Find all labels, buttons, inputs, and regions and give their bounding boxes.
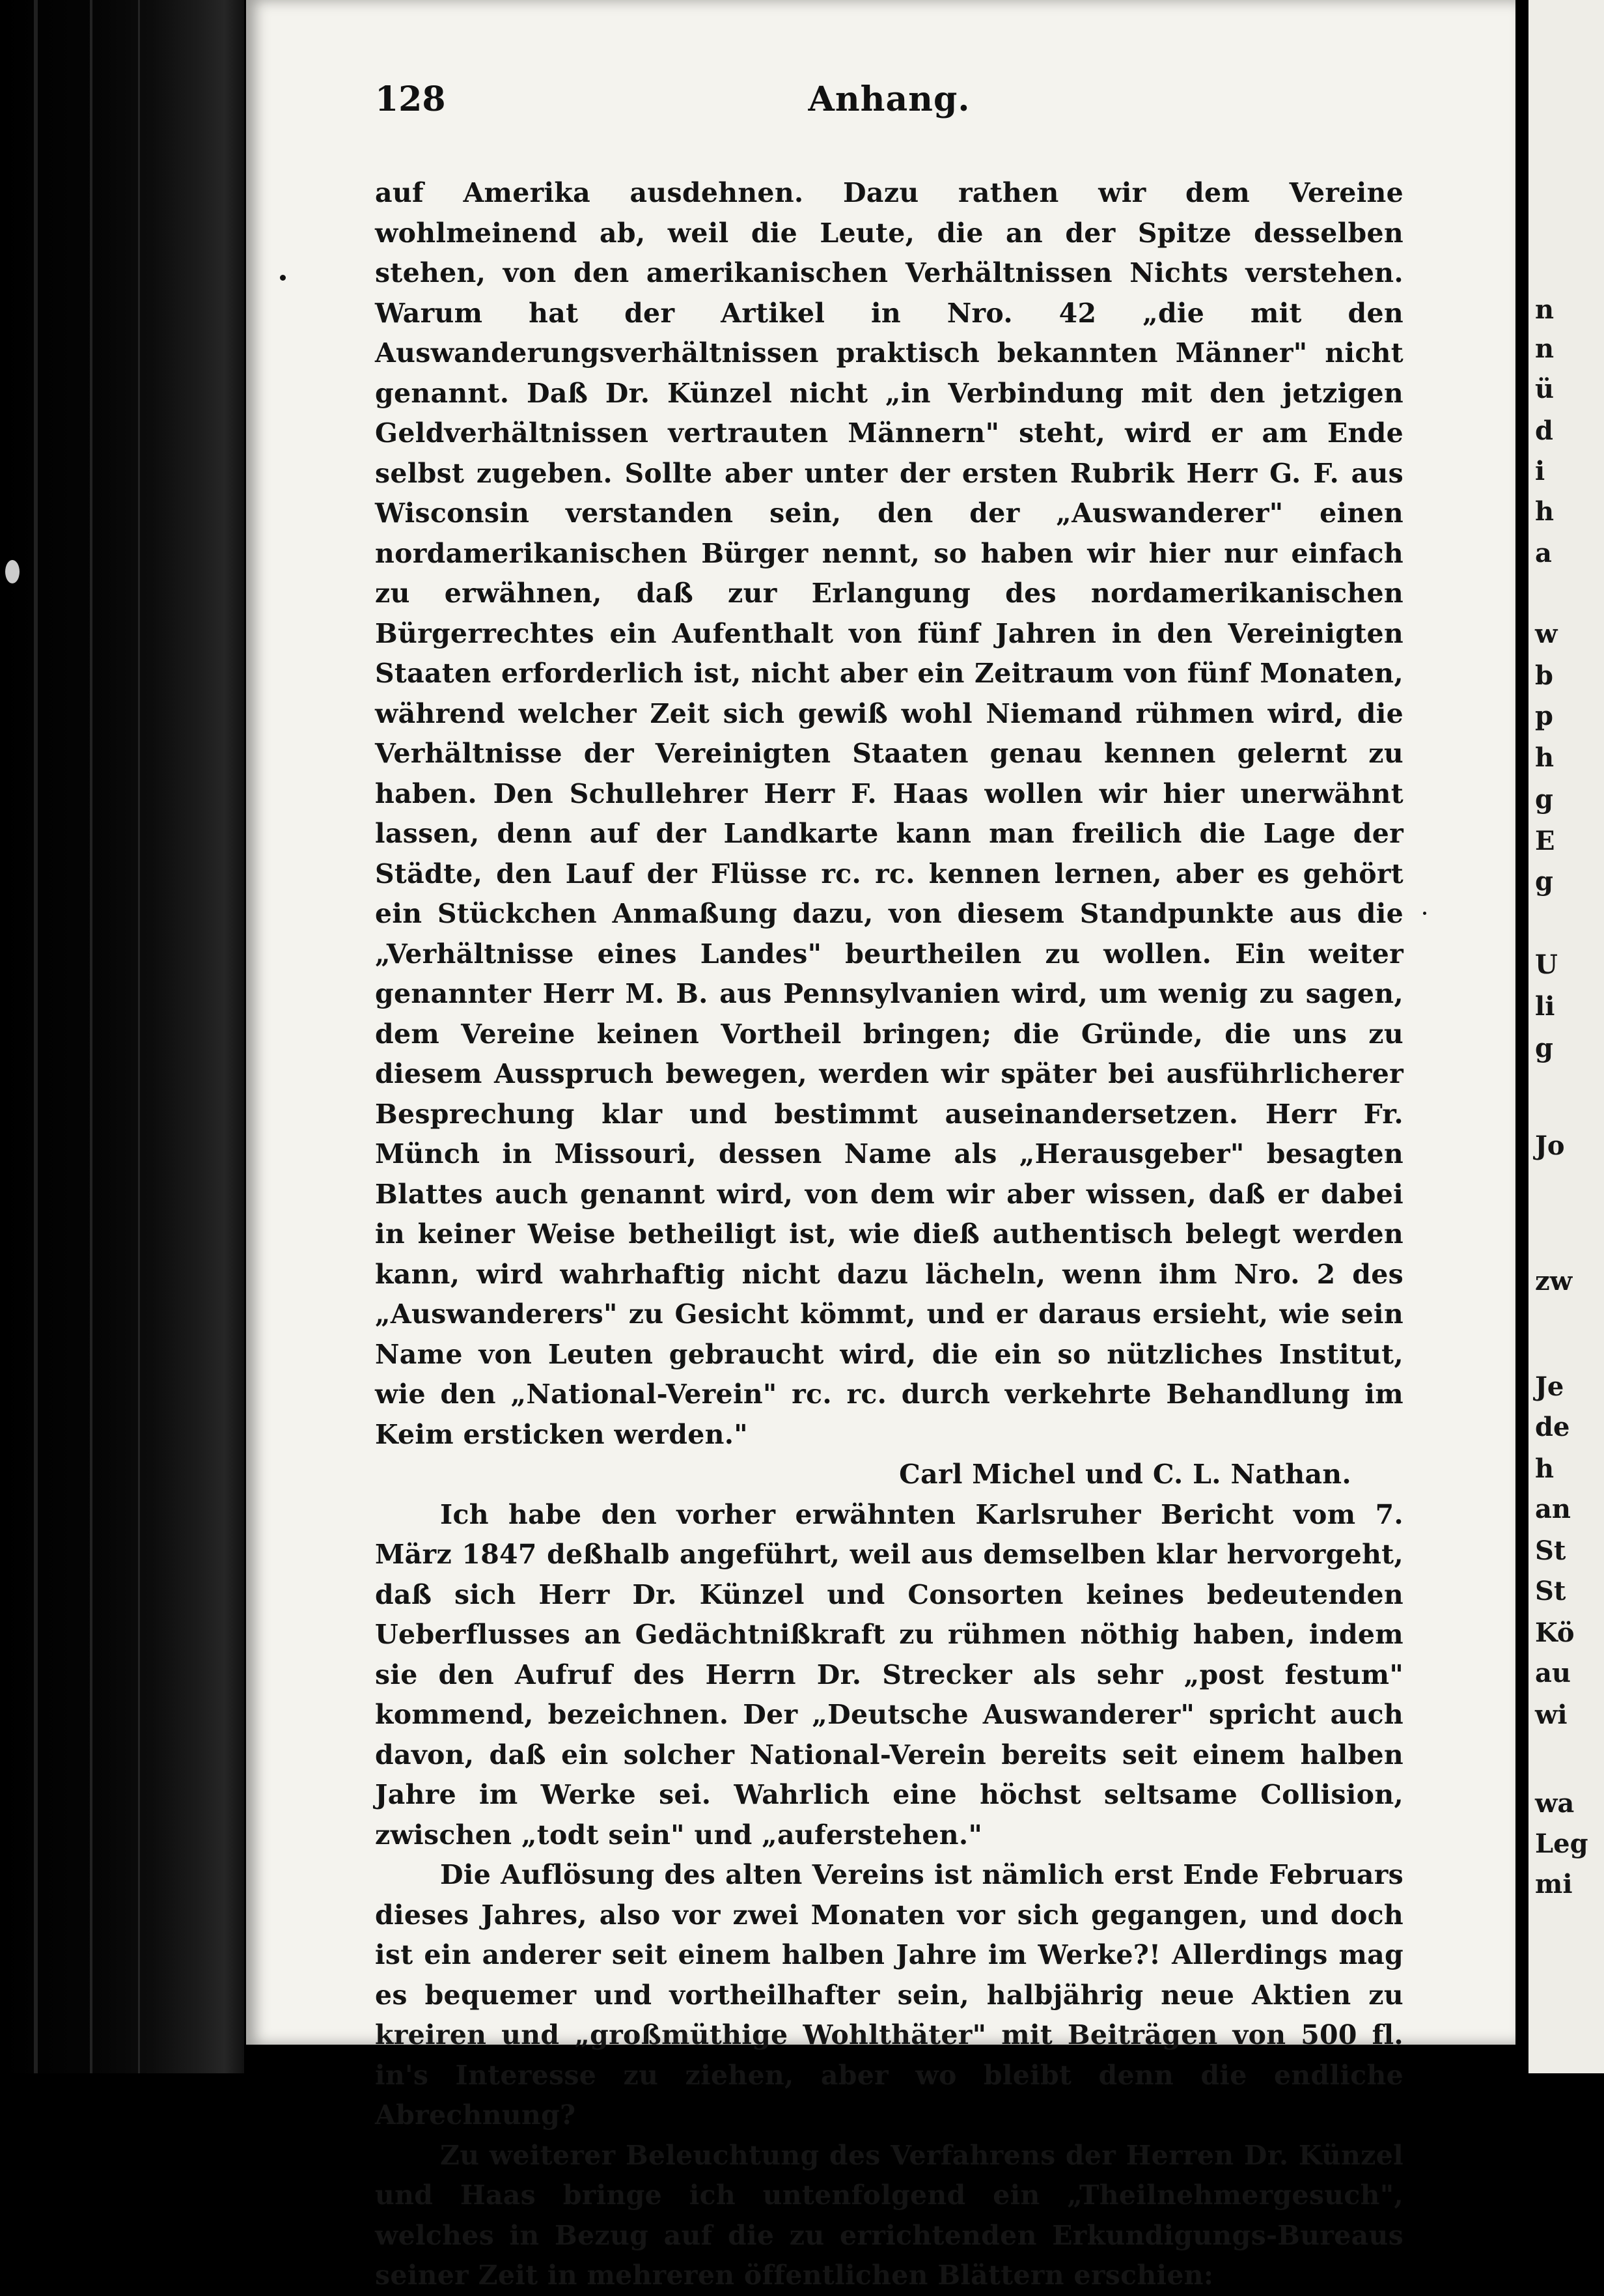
fragment: d <box>1535 415 1553 446</box>
body-text <box>375 173 1404 2296</box>
next-page-edge <box>1528 0 1604 2073</box>
scan-speck <box>1423 912 1426 915</box>
page-header <box>375 79 1404 132</box>
fragment: wi <box>1535 1700 1568 1730</box>
fragment: h <box>1535 496 1555 527</box>
fragment: w <box>1535 619 1558 649</box>
fragment: ü <box>1535 374 1555 404</box>
scan-speck <box>280 275 286 281</box>
fragment: i <box>1535 456 1545 486</box>
fragment: zw <box>1535 1266 1573 1296</box>
running-head: Anhang. <box>808 79 971 119</box>
fragment: E <box>1535 826 1555 856</box>
signature: Carl Michel und C. L. Nathan. <box>899 1459 1351 1490</box>
fragment: U <box>1535 949 1558 980</box>
scan-speck <box>5 560 20 583</box>
book-page <box>246 0 1515 2291</box>
fragment: Je <box>1535 1371 1564 1402</box>
fragment: Leg <box>1535 1828 1588 1859</box>
fragment: n <box>1535 294 1555 325</box>
book-spine-shadow <box>0 0 244 2073</box>
fragment: Kö <box>1535 1617 1575 1648</box>
fragment: n <box>1535 333 1555 364</box>
page-number: 128 <box>375 79 446 119</box>
fragment: a <box>1535 538 1552 568</box>
fragment: de <box>1535 1412 1570 1442</box>
paragraph: Ich habe den vorher erwähnten Karlsruher Bericht vom 7. März 1847 deßhalb angeführt, weil aus demselben klar hervorgeht, daß sich Herr Dr. Künzel und Consorten keines bedeutenden Ueberflusses an Gedächtnißkraft zu rühmen nöthig haben, indem sie den Aufruf des Herrn Dr. Strecker als sehr „post festum" kommend, bezeichnen. Der „Deutsche Auswanderer" spricht auch davon, daß ein solcher National-Verein bereits seit einem halben Jahre im Werke sei. Wahrlich eine höchst seltsame Collision, zwischen „todt sein" und „auferstehen." <box>375 1498 1404 1851</box>
fragment: h <box>1535 1453 1555 1484</box>
fragment: g <box>1535 784 1553 815</box>
paragraph: Zu weiterer Beleuchtung des Verfahrens der Herren Dr. Künzel und Haas bringe ich untenfolgend ein „Theilnehmergesuch", welches in Bezug auf die zu errichtenden Erkundigungs-Bureaus seiner Zeit in mehreren öffentlichen Blättern erschien: <box>375 2139 1404 2291</box>
paragraph-continued: auf Amerika ausdehnen. Dazu rathen wir dem Vereine wohlmeinend ab, weil die Leute, die an der Spitze desselben stehen, von den amerikanischen Verhältnissen Nichts verstehen. Warum hat der Artikel in Nro. 42 „die mit den Auswanderungsverhältnissen praktisch bekannten Männer" nicht genannt. Daß Dr. Künzel nicht „in Verbindung mit den jetzigen Geldverhältnissen vertrauten Männern" steht, wird er am Ende selbst zugeben. Sollte aber unter der ersten Rubrik Herr G. F. aus Wisconsin verstanden sein, den der „Auswanderer" einen nordamerikanischen Bürger nennt, so haben wir hier nur einfach zu erwähnen, daß zur Erlangung des nordamerikanischen Bürgerrechtes ein Aufenthalt von fünf Jahren in den Vereinigten Staaten erforderlich ist, nicht aber ein Zeitraum von fünf Monaten, während welcher Zeit sich gewiß wohl Niemand rühmen wird, die Verhältnisse der Vereinigten Staaten genau kennen gelernt zu haben. Den Schullehrer Herr F. Haas wollen wir hier unerwähnt lassen, denn auf der Landkarte kann man freilich die Lage der Städte, den Lauf der Flüsse rc. rc. kennen lernen, aber es gehört ein Stückchen Anmaßung dazu, von diesem Standpunkte aus die „Verhältnisse eines Landes" beurtheilen zu wollen. Ein weiter genannter Herr M. B. aus Pennsylvanien wird, um wenig zu sagen, dem Vereine keinen Vortheil bringen; die Gründe, die uns zu diesem Ausspruch bewegen, werden wir später bei ausführlicherer Besprechung klar und bestimmt auseinandersetzen. Herr Fr. Münch in Missouri, dessen Name als „Herausgeber" besagten Blattes auch genannt wird, von dem wir aber wissen, daß er dabei in keiner Weise betheiligt ist, wie dieß authentisch belegt werden kann, wird wahrhaftig nicht dazu lächeln, wenn ihm Nro. 2 des „Auswanderers" zu Gesicht kömmt, und er daraus ersieht, wie sein Name von Leuten gebraucht wird, die ein so nützliches Institut, wie den „National-Verein" rc. rc. durch verkehrte Behandlung im Keim ersticken werden." <box>375 177 1404 1450</box>
fragment: li <box>1535 991 1555 1022</box>
fragment: Jo <box>1535 1130 1565 1161</box>
paragraph: Die Auflösung des alten Vereins ist nämlich erst Ende Februars dieses Jahres, also vor zwei Monaten vor sich gegangen, und doch ist ein anderer seit einem halben Jahre im Werke?! Allerdings mag es bequemer und vortheilhafter sein, halbjährig neue Aktien zu kreiren und „großmüthige Wohlthäter" mit Beiträgen von 500 fl. in's Interesse zu ziehen, aber wo bleibt denn die endliche Abrechnung? <box>375 1859 1404 2131</box>
fragment: au <box>1535 1658 1571 1688</box>
fragment: an <box>1535 1494 1571 1524</box>
fragment: b <box>1535 660 1553 691</box>
fragment: mi <box>1535 1869 1573 1899</box>
fragment: g <box>1535 1033 1553 1063</box>
fragment: wa <box>1535 1788 1575 1819</box>
fragment: p <box>1535 701 1553 731</box>
fragment: St <box>1535 1535 1566 1566</box>
fragment: St <box>1535 1576 1566 1606</box>
fragment: h <box>1535 742 1555 773</box>
fragment: g <box>1535 866 1553 897</box>
page-gutter <box>1515 0 1528 2073</box>
